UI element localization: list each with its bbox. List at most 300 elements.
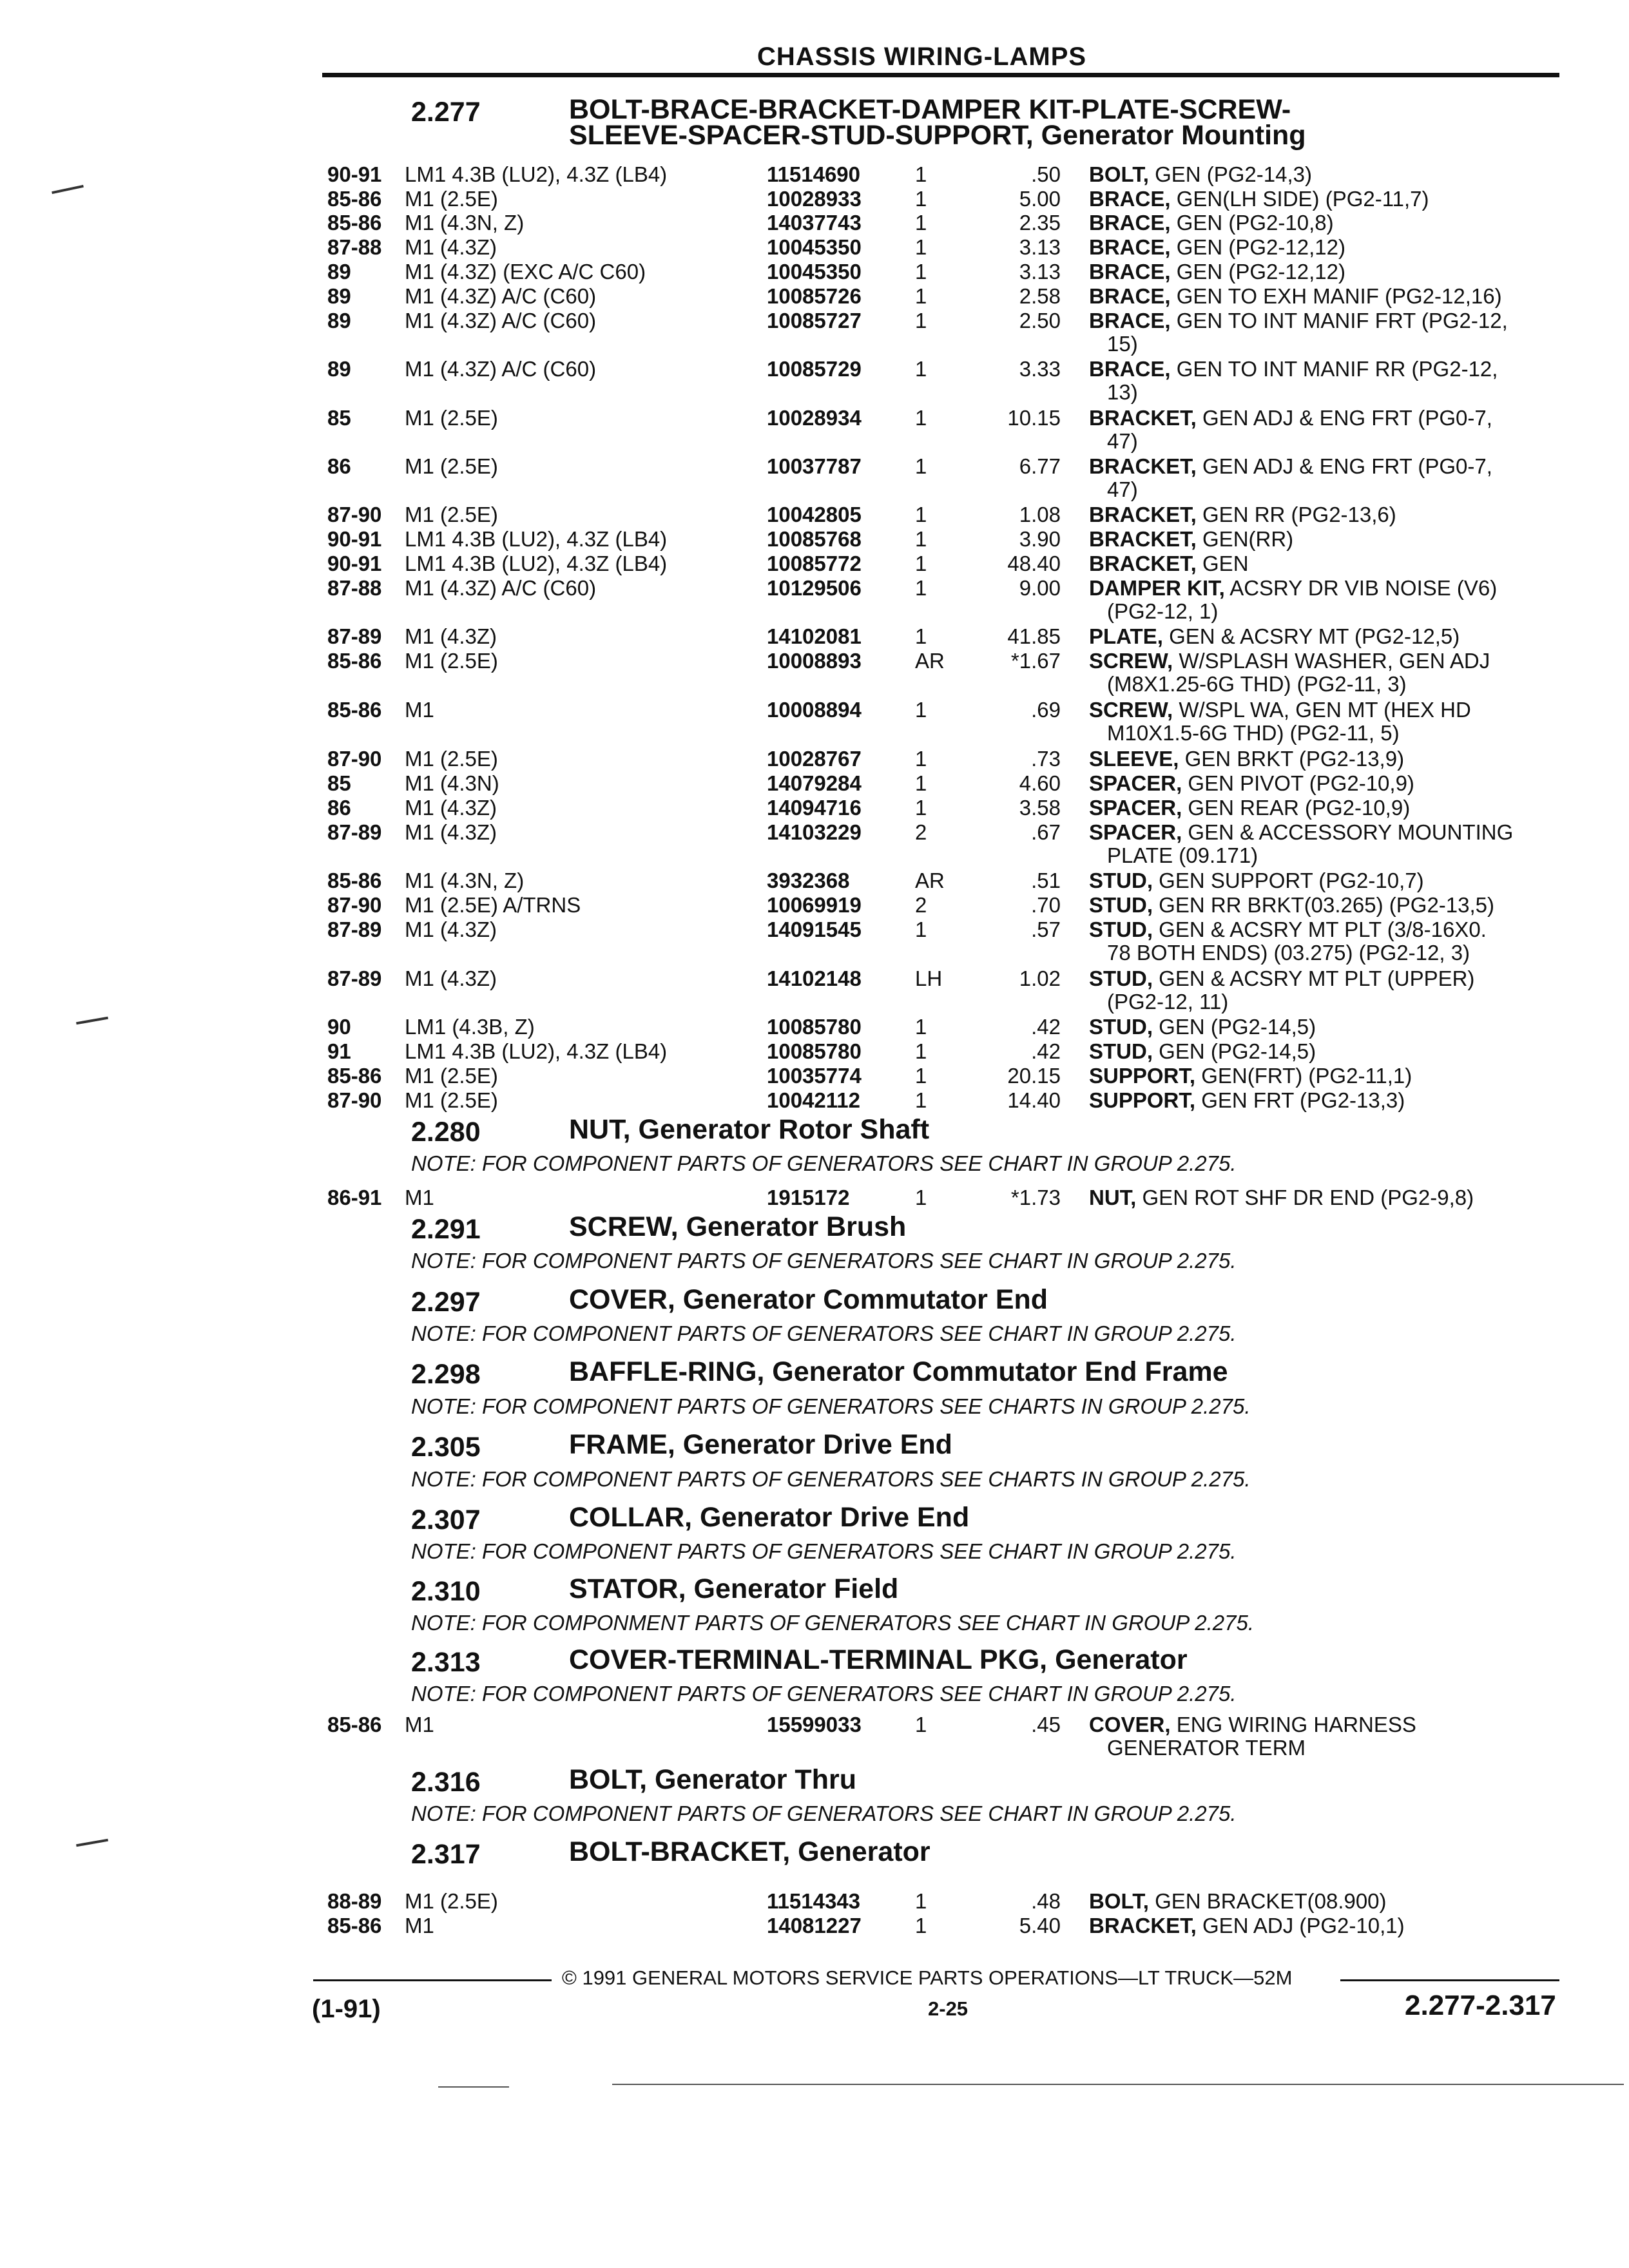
group-note: NOTE: FOR COMPONENT PARTS OF GENERATORS SEE CHART IN GROUP 2.275. — [411, 1539, 1237, 1563]
year-cell: 87-89 — [327, 820, 382, 844]
group-note: NOTE: FOR COMPONENT PARTS OF GENERATORS SEE CHART IN GROUP 2.275. — [411, 1682, 1237, 1706]
part-number-cell: 10085729 — [767, 357, 862, 381]
description-cell — [1089, 576, 1497, 601]
price-cell: 9.00 — [1019, 576, 1061, 600]
part-number-cell: 10045350 — [767, 235, 862, 259]
description-cell — [1089, 309, 1508, 333]
part-number-cell: 10008893 — [767, 649, 862, 673]
price-cell: 10.15 — [1007, 406, 1061, 430]
description-cell — [1089, 820, 1513, 845]
quantity-cell: 1 — [915, 698, 927, 722]
part-noun: BRACE, — [1089, 187, 1171, 211]
quantity-cell: 1 — [915, 1186, 927, 1209]
part-noun: SLEEVE, — [1089, 747, 1179, 771]
part-noun: STUD, — [1089, 893, 1153, 917]
group-heading — [411, 94, 1306, 151]
group-range: 2.277-2.317 — [1405, 1990, 1556, 2021]
part-description: GEN RR (PG2-13,6) — [1202, 503, 1396, 526]
part-description: GEN & ACSRY MT PLT (3/8-16X0. — [1159, 918, 1487, 941]
part-description: GEN (PG2-12,12) — [1176, 260, 1345, 284]
part-description: ENG WIRING HARNESS — [1176, 1713, 1416, 1736]
price-cell: .51 — [1031, 869, 1061, 892]
model-cell: M1 (4.3Z) A/C (C60) — [405, 357, 597, 381]
part-noun: STUD, — [1089, 869, 1153, 892]
year-cell: 86-91 — [327, 1186, 382, 1209]
quantity-cell: 1 — [915, 260, 927, 284]
price-cell: .70 — [1031, 893, 1061, 917]
year-cell: 89 — [327, 284, 351, 308]
price-cell: 5.40 — [1019, 1914, 1061, 1937]
quantity-cell: 1 — [915, 235, 927, 259]
quantity-cell: 1 — [915, 309, 927, 332]
part-description: GEN & ACSRY MT PLT (UPPER) — [1159, 966, 1475, 990]
description-cell — [1089, 918, 1487, 942]
copyright: © 1991 GENERAL MOTORS SERVICE PARTS OPERATIONS—LT TRUCK—52M — [562, 1966, 1293, 1989]
year-cell: 85-86 — [327, 698, 382, 722]
part-description: GEN REAR (PG2-10,9) — [1188, 796, 1411, 820]
part-number-cell: 14102148 — [767, 966, 862, 990]
part-number-cell: 14103229 — [767, 820, 862, 844]
description-cell — [1089, 869, 1424, 893]
part-noun: BRACE, — [1089, 211, 1171, 235]
year-cell: 85-86 — [327, 1713, 382, 1736]
model-cell: M1 (4.3Z) — [405, 796, 497, 820]
part-description: GEN (PG2-12,12) — [1176, 235, 1345, 259]
year-cell: 89 — [327, 357, 351, 381]
description-cell — [1089, 527, 1293, 552]
model-cell: M1 (2.5E) — [405, 1088, 498, 1112]
year-cell: 87-88 — [327, 576, 382, 600]
part-noun: BRACKET, — [1089, 1914, 1197, 1937]
group-heading — [411, 1211, 907, 1245]
description-continuation: (M8X1.25-6G THD) (PG2-11, 3) — [1107, 672, 1407, 696]
price-cell: 3.13 — [1019, 260, 1061, 284]
price-cell: .69 — [1031, 698, 1061, 722]
part-description: GEN RR BRKT(03.265) (PG2-13,5) — [1159, 893, 1495, 917]
part-number-cell: 10085780 — [767, 1039, 862, 1063]
model-cell: M1 — [405, 1713, 434, 1736]
part-description: GEN SUPPORT (PG2-10,7) — [1159, 869, 1424, 892]
model-cell: LM1 (4.3B, Z) — [405, 1015, 535, 1039]
group-title: COVER-TERMINAL-TERMINAL PKG, Generator — [569, 1644, 1188, 1675]
part-noun: SUPPORT, — [1089, 1064, 1196, 1088]
margin-mark — [76, 1017, 108, 1025]
description-cell — [1089, 1039, 1316, 1064]
group-title: COVER, Generator Commutator End — [569, 1284, 1048, 1315]
scan-line — [438, 2086, 509, 2088]
part-noun: NUT, — [1089, 1186, 1137, 1209]
model-cell: M1 (4.3Z) A/C (C60) — [405, 284, 597, 308]
group-title: SCREW, Generator Brush — [569, 1211, 907, 1242]
quantity-cell: 1 — [915, 796, 927, 820]
model-cell: M1 (4.3N, Z) — [405, 869, 525, 892]
description-cell — [1089, 966, 1474, 991]
part-description: GEN & ACCESSORY MOUNTING — [1188, 820, 1514, 844]
quantity-cell: 1 — [915, 187, 927, 211]
part-noun: BRACKET, — [1089, 503, 1197, 526]
quantity-cell: 1 — [915, 406, 927, 430]
model-cell: M1 (2.5E) — [405, 187, 498, 211]
group-heading — [411, 1429, 952, 1463]
header-rule — [322, 73, 1559, 77]
model-cell: M1 (2.5E) — [405, 1064, 498, 1088]
description-continuation: (PG2-12, 11) — [1107, 990, 1229, 1014]
part-description: GEN — [1202, 552, 1249, 575]
price-cell: 2.35 — [1019, 211, 1061, 235]
price-cell: .67 — [1031, 820, 1061, 844]
part-noun: SCREW, — [1089, 698, 1173, 722]
part-number-cell: 10028767 — [767, 747, 862, 771]
part-noun: BRACE, — [1089, 284, 1171, 308]
year-cell: 85-86 — [327, 649, 382, 673]
part-number-cell: 15599033 — [767, 1713, 862, 1736]
group-subtitle: SLEEVE-SPACER-STUD-SUPPORT, Generator Mounting — [569, 120, 1306, 151]
part-noun: BRACKET, — [1089, 552, 1197, 575]
part-noun: SCREW, — [1089, 649, 1173, 673]
group-title: BOLT-BRACKET, Generator — [569, 1836, 930, 1867]
description-continuation: 15) — [1107, 332, 1138, 356]
part-noun: STUD, — [1089, 918, 1153, 941]
group-heading — [411, 1836, 930, 1870]
part-noun: STUD, — [1089, 1015, 1153, 1039]
year-cell: 87-90 — [327, 893, 382, 917]
year-cell: 87-90 — [327, 747, 382, 771]
part-description: GEN ROT SHF DR END (PG2-9,8) — [1142, 1186, 1474, 1209]
part-noun: SUPPORT, — [1089, 1088, 1196, 1112]
part-noun: COVER, — [1089, 1713, 1171, 1736]
year-cell: 85-86 — [327, 1064, 382, 1088]
model-cell: M1 (2.5E) — [405, 503, 498, 526]
year-cell: 90-91 — [327, 527, 382, 551]
description-cell — [1089, 649, 1490, 673]
part-description: GEN BRACKET(08.900) — [1155, 1889, 1387, 1913]
quantity-cell: LH — [915, 966, 943, 990]
year-cell: 85 — [327, 771, 351, 795]
part-number-cell: 11514343 — [767, 1889, 861, 1913]
part-number-cell: 14037743 — [767, 211, 862, 235]
description-cell — [1089, 893, 1494, 918]
part-description: GEN(RR) — [1202, 527, 1294, 551]
price-cell: 3.58 — [1019, 796, 1061, 820]
page-number: 2-25 — [928, 1997, 969, 2020]
model-cell: LM1 4.3B (LU2), 4.3Z (LB4) — [405, 1039, 668, 1063]
group-number: 2.307 — [411, 1504, 481, 1535]
year-cell: 87-89 — [327, 966, 382, 990]
price-cell: .73 — [1031, 747, 1061, 771]
quantity-cell: 1 — [915, 918, 927, 941]
price-cell: 48.40 — [1007, 552, 1061, 575]
model-cell: M1 (4.3Z) A/C (C60) — [405, 309, 597, 332]
part-description: GEN TO INT MANIF RR (PG2-12, — [1176, 357, 1498, 381]
model-cell: M1 (2.5E) — [405, 747, 498, 771]
price-cell: 3.90 — [1019, 527, 1061, 551]
quantity-cell: 1 — [915, 747, 927, 771]
part-noun: BRACE, — [1089, 260, 1171, 284]
part-number-cell: 10008894 — [767, 698, 862, 722]
group-heading — [411, 1284, 1048, 1318]
group-number: 2.310 — [411, 1576, 481, 1607]
part-noun: STUD, — [1089, 966, 1153, 990]
description-cell — [1089, 1015, 1316, 1039]
group-title: STATOR, Generator Field — [569, 1573, 899, 1604]
description-continuation: GENERATOR TERM — [1107, 1736, 1306, 1760]
part-number-cell: 10129506 — [767, 576, 862, 600]
year-cell: 85-86 — [327, 187, 382, 211]
year-cell: 85-86 — [327, 1914, 382, 1937]
model-cell: M1 (4.3Z) A/C (C60) — [405, 576, 597, 600]
price-cell: .48 — [1031, 1889, 1061, 1913]
part-number-cell: 10085727 — [767, 309, 862, 332]
model-cell: M1 (4.3Z) — [405, 624, 497, 648]
part-description: GEN TO EXH MANIF (PG2-12,16) — [1176, 284, 1502, 308]
description-cell — [1089, 796, 1410, 820]
year-cell: 90-91 — [327, 162, 382, 186]
price-cell: .42 — [1031, 1039, 1061, 1063]
quantity-cell: 1 — [915, 1015, 927, 1039]
model-cell: M1 — [405, 698, 434, 722]
description-cell — [1089, 1064, 1412, 1088]
model-cell: M1 (4.3Z) — [405, 918, 497, 941]
part-noun: BRACE, — [1089, 235, 1171, 259]
part-number-cell: 14091545 — [767, 918, 862, 941]
part-description: GEN(FRT) (PG2-11,1) — [1201, 1064, 1412, 1088]
part-number-cell: 14079284 — [767, 771, 862, 795]
year-cell: 86 — [327, 796, 351, 820]
group-number: 2.316 — [411, 1767, 481, 1798]
year-cell: 85-86 — [327, 211, 382, 235]
year-cell: 85 — [327, 406, 351, 430]
year-cell: 87-88 — [327, 235, 382, 259]
model-cell: M1 (4.3Z) (EXC A/C C60) — [405, 260, 646, 284]
part-number-cell: 10045350 — [767, 260, 862, 284]
model-cell: M1 (4.3Z) — [405, 966, 497, 990]
group-note: NOTE: FOR COMPONENT PARTS OF GENERATORS SEE CHARTS IN GROUP 2.275. — [411, 1394, 1251, 1418]
part-number-cell: 10042805 — [767, 503, 862, 526]
part-description: GEN FRT (PG2-13,3) — [1201, 1088, 1405, 1112]
description-cell — [1089, 552, 1249, 576]
year-cell: 88-89 — [327, 1889, 382, 1913]
year-cell: 90-91 — [327, 552, 382, 575]
group-number: 2.280 — [411, 1117, 481, 1148]
group-number: 2.298 — [411, 1359, 481, 1390]
page-header: CHASSIS WIRING-LAMPS — [757, 43, 1087, 71]
group-note: NOTE: FOR COMPONENT PARTS OF GENERATORS SEE CHART IN GROUP 2.275. — [411, 1249, 1237, 1273]
part-description: W/SPL WA, GEN MT (HEX HD — [1179, 698, 1471, 722]
model-cell: LM1 4.3B (LU2), 4.3Z (LB4) — [405, 552, 668, 575]
part-noun: SPACER, — [1089, 796, 1182, 820]
part-noun: PLATE, — [1089, 624, 1163, 648]
price-cell: 1.02 — [1019, 966, 1061, 990]
group-title: NUT, Generator Rotor Shaft — [569, 1114, 930, 1145]
quantity-cell: 1 — [915, 1889, 927, 1913]
description-continuation: 78 BOTH ENDS) (03.275) (PG2-12, 3) — [1107, 941, 1470, 965]
description-continuation: M10X1.5-6G THD) (PG2-11, 5) — [1107, 721, 1400, 745]
model-cell: M1 (4.3N) — [405, 771, 499, 795]
part-description: GEN (PG2-10,8) — [1176, 211, 1334, 235]
quantity-cell: 1 — [915, 624, 927, 648]
group-heading — [411, 1573, 899, 1608]
price-cell: 1.08 — [1019, 503, 1061, 526]
quantity-cell: 1 — [915, 1039, 927, 1063]
price-cell: .45 — [1031, 1713, 1061, 1736]
part-number-cell: 10085768 — [767, 527, 862, 551]
part-noun: BRACE, — [1089, 309, 1171, 332]
part-description: GEN ADJ (PG2-10,1) — [1202, 1914, 1405, 1937]
part-description: GEN BRKT (PG2-13,9) — [1184, 747, 1405, 771]
year-cell: 89 — [327, 260, 351, 284]
description-cell — [1089, 1088, 1405, 1113]
description-cell — [1089, 1914, 1405, 1938]
quantity-cell: 1 — [915, 1914, 927, 1937]
margin-mark — [76, 1839, 108, 1847]
price-cell: *1.73 — [1010, 1186, 1061, 1209]
description-cell — [1089, 624, 1460, 649]
description-continuation: (PG2-12, 1) — [1107, 599, 1219, 623]
group-title: FRAME, Generator Drive End — [569, 1429, 952, 1460]
part-number-cell: 1915172 — [767, 1186, 850, 1209]
part-description: ACSRY DR VIB NOISE (V6) — [1229, 576, 1498, 600]
group-title: BOLT, Generator Thru — [569, 1764, 856, 1795]
scan-line — [612, 2084, 1624, 2085]
group-title: BAFFLE-RING, Generator Commutator End Frame — [569, 1356, 1228, 1387]
part-noun: STUD, — [1089, 1039, 1153, 1063]
footer-date: (1-91) — [312, 1995, 381, 2023]
part-noun: BRACE, — [1089, 357, 1171, 381]
quantity-cell: 1 — [915, 552, 927, 575]
description-cell — [1089, 357, 1498, 381]
group-heading — [411, 1764, 856, 1798]
price-cell: 6.77 — [1019, 454, 1061, 478]
year-cell: 87-89 — [327, 918, 382, 941]
part-number-cell: 14081227 — [767, 1914, 862, 1937]
part-number-cell: 10085780 — [767, 1015, 862, 1039]
part-description: GEN ADJ & ENG FRT (PG0-7, — [1202, 454, 1492, 478]
description-cell — [1089, 260, 1345, 284]
model-cell: M1 (4.3N, Z) — [405, 211, 525, 235]
description-continuation: PLATE (09.171) — [1107, 843, 1258, 867]
part-number-cell: 14094716 — [767, 796, 862, 820]
description-cell — [1089, 454, 1492, 479]
description-cell — [1089, 211, 1334, 235]
part-number-cell: 10037787 — [767, 454, 862, 478]
description-cell — [1089, 284, 1502, 309]
price-cell: .57 — [1031, 918, 1061, 941]
model-cell: M1 (2.5E) A/TRNS — [405, 893, 581, 917]
part-number-cell: 10028934 — [767, 406, 862, 430]
quantity-cell: 1 — [915, 357, 927, 381]
part-noun: BRACKET, — [1089, 454, 1197, 478]
price-cell: 41.85 — [1007, 624, 1061, 648]
part-number-cell: 10035774 — [767, 1064, 862, 1088]
quantity-cell: 2 — [915, 893, 927, 917]
part-description: GEN (PG2-14,5) — [1159, 1015, 1316, 1039]
group-number: 2.317 — [411, 1839, 481, 1870]
model-cell: LM1 4.3B (LU2), 4.3Z (LB4) — [405, 527, 668, 551]
description-continuation: 13) — [1107, 380, 1138, 404]
price-cell: 20.15 — [1007, 1064, 1061, 1088]
part-number-cell: 3932368 — [767, 869, 850, 892]
group-title: BOLT-BRACE-BRACKET-DAMPER KIT-PLATE-SCREW- — [569, 94, 1291, 125]
price-cell: 2.58 — [1019, 284, 1061, 308]
model-cell: M1 (2.5E) — [405, 1889, 498, 1913]
description-cell — [1089, 503, 1396, 527]
description-cell — [1089, 698, 1471, 722]
group-heading — [411, 1504, 969, 1536]
part-noun: SPACER, — [1089, 820, 1182, 844]
margin-mark — [52, 185, 84, 194]
price-cell: 2.50 — [1019, 309, 1061, 332]
model-cell: M1 — [405, 1186, 434, 1209]
quantity-cell: 1 — [915, 1713, 927, 1736]
price-cell: .42 — [1031, 1015, 1061, 1039]
quantity-cell: 1 — [915, 503, 927, 526]
group-number: 2.277 — [411, 97, 481, 128]
part-description: GEN(LH SIDE) (PG2-11,7) — [1176, 187, 1429, 211]
part-number-cell: 10028933 — [767, 187, 862, 211]
model-cell: M1 — [405, 1914, 434, 1937]
description-cell — [1089, 235, 1345, 260]
price-cell: 5.00 — [1019, 187, 1061, 211]
model-cell: LM1 4.3B (LU2), 4.3Z (LB4) — [405, 162, 668, 186]
price-cell: *1.67 — [1010, 649, 1061, 673]
part-number-cell: 10085726 — [767, 284, 862, 308]
group-note: NOTE: FOR COMPONENT PARTS OF GENERATORS SEE CHART IN GROUP 2.275. — [411, 1151, 1237, 1175]
price-cell: 3.13 — [1019, 235, 1061, 259]
description-cell — [1089, 747, 1404, 771]
part-number-cell: 10069919 — [767, 893, 862, 917]
group-heading — [411, 1644, 1188, 1678]
group-note: NOTE: FOR COMPONENT PARTS OF GENERATORS SEE CHART IN GROUP 2.275. — [411, 1802, 1237, 1825]
year-cell: 90 — [327, 1015, 351, 1039]
quantity-cell: 1 — [915, 454, 927, 478]
part-description: GEN & ACSRY MT (PG2-12,5) — [1169, 624, 1460, 648]
part-description: W/SPLASH WASHER, GEN ADJ — [1179, 649, 1490, 673]
group-title: COLLAR, Generator Drive End — [569, 1502, 970, 1533]
group-note: NOTE: FOR COMPONENT PARTS OF GENERATORS SEE CHARTS IN GROUP 2.275. — [411, 1467, 1251, 1491]
group-note: NOTE: FOR COMPONMENT PARTS OF GENERATORS SEE CHART IN GROUP 2.275. — [411, 1611, 1254, 1635]
year-cell: 91 — [327, 1039, 351, 1063]
model-cell: M1 (2.5E) — [405, 406, 498, 430]
description-continuation: 47) — [1107, 429, 1138, 453]
year-cell: 87-90 — [327, 503, 382, 526]
group-number: 2.305 — [411, 1432, 481, 1463]
footer-rule-right — [1340, 1979, 1559, 1981]
description-cell — [1089, 1889, 1387, 1914]
quantity-cell: 1 — [915, 576, 927, 600]
part-number-cell: 14102081 — [767, 624, 862, 648]
description-cell — [1089, 187, 1429, 211]
model-cell: M1 (2.5E) — [405, 649, 498, 673]
part-noun: BOLT, — [1089, 162, 1149, 186]
description-cell — [1089, 162, 1312, 187]
part-number-cell: 10085772 — [767, 552, 862, 575]
quantity-cell: 1 — [915, 211, 927, 235]
part-noun: BRACKET, — [1089, 527, 1197, 551]
year-cell: 89 — [327, 309, 351, 332]
description-cell — [1089, 1186, 1474, 1210]
part-noun: BOLT, — [1089, 1889, 1149, 1913]
part-description: GEN PIVOT (PG2-10,9) — [1188, 771, 1414, 795]
year-cell: 86 — [327, 454, 351, 478]
model-cell: M1 (4.3Z) — [405, 820, 497, 844]
part-number-cell: 11514690 — [767, 162, 861, 186]
description-cell — [1089, 406, 1492, 430]
quantity-cell: 1 — [915, 527, 927, 551]
year-cell: 87-90 — [327, 1088, 382, 1112]
price-cell: 3.33 — [1019, 357, 1061, 381]
model-cell: M1 (2.5E) — [405, 454, 498, 478]
part-description: GEN (PG2-14,3) — [1155, 162, 1312, 186]
